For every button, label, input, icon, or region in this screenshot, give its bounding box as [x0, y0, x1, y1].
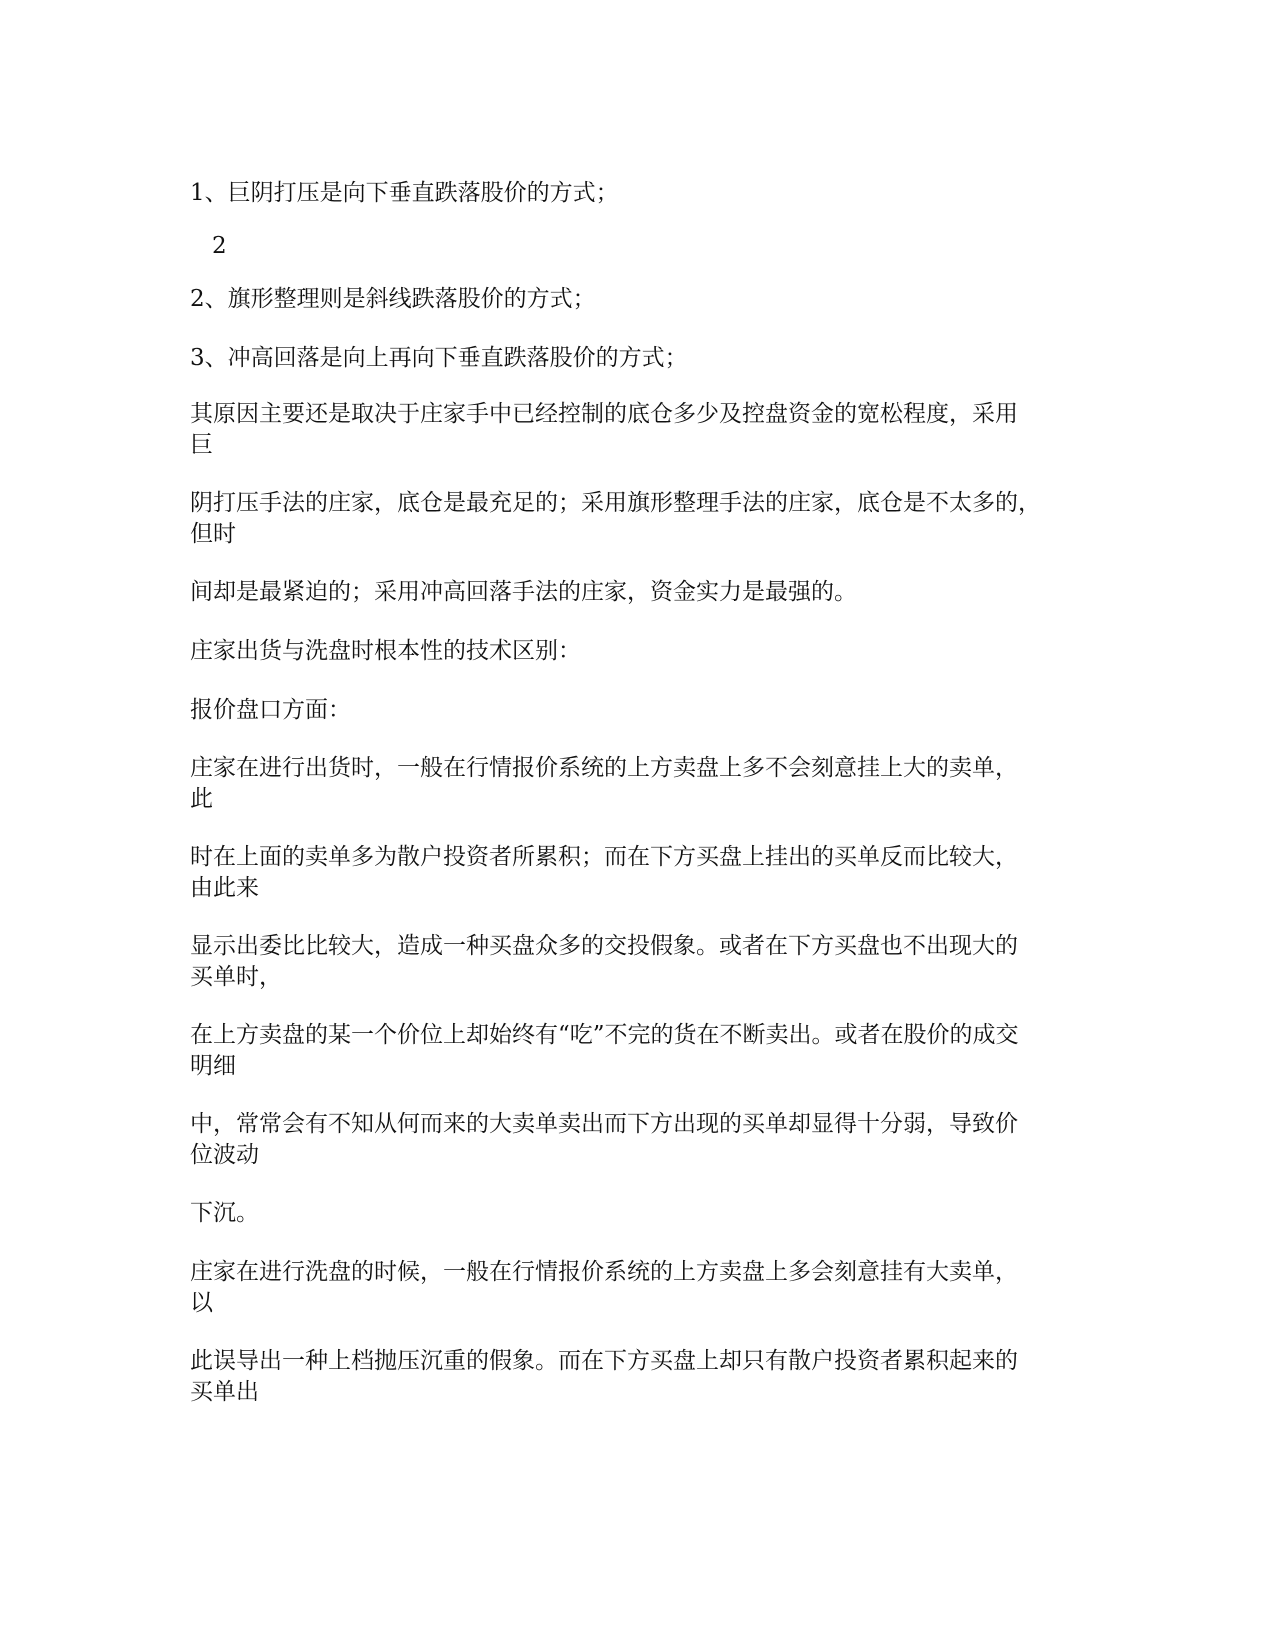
text-line-9-wrap: 买单时，: [190, 964, 282, 990]
text-line-14: 此误导出一种上档抛压沉重的假象。而在下方买盘上却只有散户投资者累积起来的: [190, 1348, 1018, 1374]
text-line-11-wrap: 位波动: [190, 1142, 259, 1168]
text-line-13-wrap: 以: [190, 1290, 213, 1316]
text-line-4-wrap: 巨: [190, 432, 213, 458]
subsection-heading: 报价盘口方面：: [190, 697, 351, 723]
page-number: 2: [212, 233, 227, 259]
text-line-3: 3、冲高回落是向上再向下垂直跌落股价的方式；: [190, 345, 688, 371]
text-line-7: 庄家在进行出货时，一般在行情报价系统的上方卖盘上多不会刻意挂上大的卖单，: [190, 755, 1018, 781]
text-line-12: 下沉。: [190, 1200, 259, 1226]
text-line-14-wrap: 买单出: [190, 1379, 259, 1405]
text-line-7-wrap: 此: [190, 786, 213, 812]
text-line-11: 中，常常会有不知从何而来的大卖单卖出而下方出现的买单却显得十分弱，导致价: [190, 1111, 1018, 1137]
text-line-9: 显示出委比比较大，造成一种买盘众多的交投假象。或者在下方买盘也不出现大的: [190, 933, 1018, 959]
text-line-2: 2、旗形整理则是斜线跌落股价的方式；: [190, 286, 596, 312]
text-line-5: 阴打压手法的庄家，底仓是最充足的；采用旗形整理手法的庄家，底仓是不太多的，: [190, 490, 1041, 516]
text-line-8-wrap: 由此来: [190, 875, 259, 901]
text-line-5-wrap: 但时: [190, 521, 236, 547]
section-heading: 庄家出货与洗盘时根本性的技术区别：: [190, 638, 581, 664]
text-line-10: 在上方卖盘的某一个价位上却始终有“吃”不完的货在不断卖出。或者在股价的成交: [190, 1022, 1019, 1048]
text-line-6: 间却是最紧迫的；采用冲高回落手法的庄家，资金实力是最强的。: [190, 579, 857, 605]
text-line-1: 1、巨阴打压是向下垂直跌落股价的方式；: [190, 180, 619, 206]
text-line-10-wrap: 明细: [190, 1053, 236, 1079]
text-line-4: 其原因主要还是取决于庄家手中已经控制的底仓多少及控盘资金的宽松程度，采用: [190, 401, 1018, 427]
text-line-8: 时在上面的卖单多为散户投资者所累积；而在下方买盘上挂出的买单反而比较大，: [190, 844, 1018, 870]
text-line-13: 庄家在进行洗盘的时候，一般在行情报价系统的上方卖盘上多会刻意挂有大卖单，: [190, 1259, 1018, 1285]
